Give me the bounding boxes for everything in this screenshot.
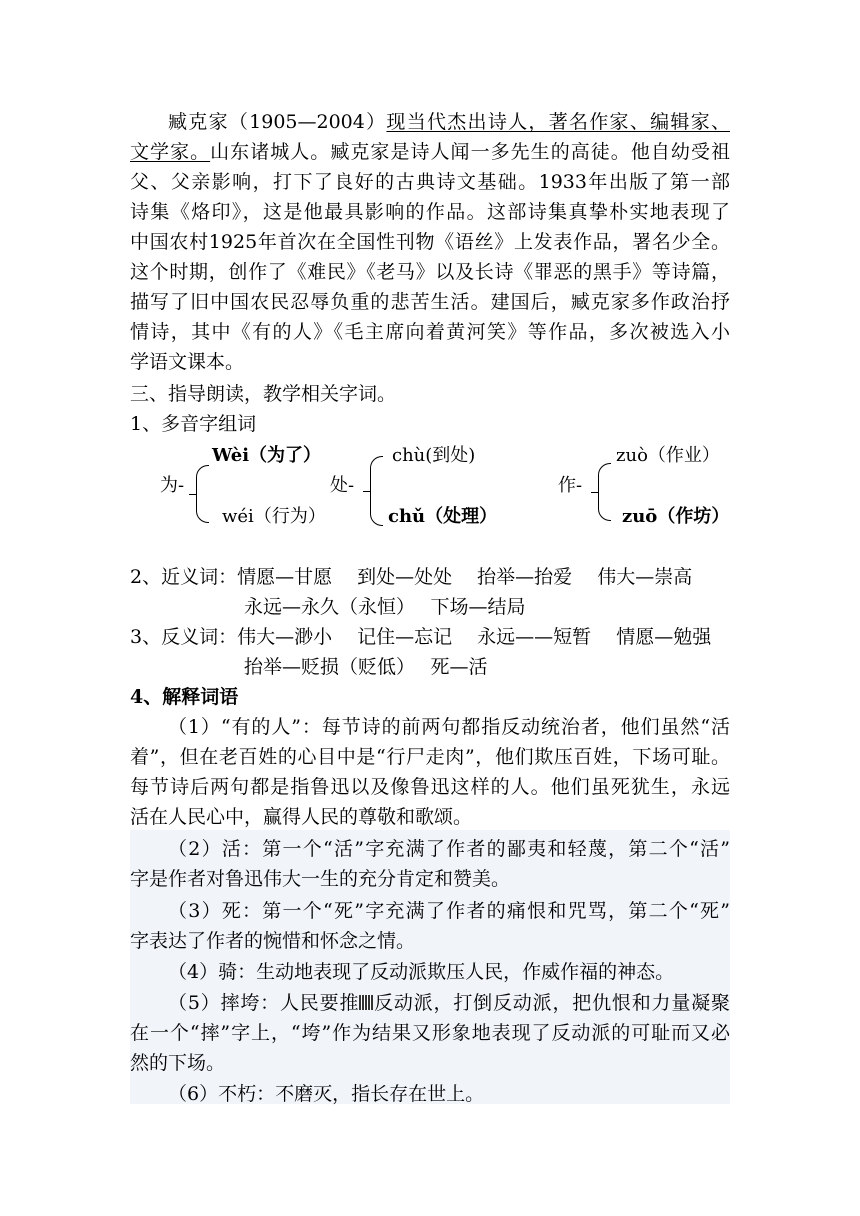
- chu-top-reading: chù(到处): [392, 445, 476, 466]
- intro-line-3: 父、父亲影响，打下了良好的古典诗文基础。1933年出版了第一部: [130, 171, 730, 193]
- chu-bottom-reading: chǔ（处理）: [388, 506, 498, 527]
- intro-line-2: 文学家。山东诸城人。臧克家是诗人闻一多先生的高徒。他自幼受祖: [130, 141, 730, 163]
- section-3-heading: 三、指导朗读，教学相关字词。: [130, 383, 397, 405]
- antonyms-label: 3、反义词：: [130, 626, 238, 648]
- wei-top-reading: Wèi（为了）: [212, 445, 322, 466]
- explain-5-line-3: 然的下场。: [130, 1052, 226, 1074]
- synonyms-row-1: 2、近义词：情愿—甘愿 到处—处处 抬举—抬爱 伟大—崇高: [130, 566, 693, 588]
- synonyms-label: 2、近义词：: [130, 566, 238, 588]
- explain-2-line-1: （2）活：第一个“活”字充满了作者的鄙夷和轻蔑，第二个“活”: [168, 838, 730, 860]
- zuo-bottom-reading: zuō（作坊）: [622, 506, 730, 527]
- explain-3-line-1: （3）死：第一个“死”字充满了作者的痛恨和咒骂，第二个“死”: [168, 900, 730, 922]
- explain-3-line-2: 字表达了作者的惋惜和怀念之情。: [130, 930, 416, 952]
- explain-1-line-3: 每节诗后两句都是指鲁迅以及像鲁迅这样的人。他们虽死犹生，永远: [130, 776, 730, 798]
- explain-1-line-2: 着”，但在老百姓的心目中是“行尸走肉”，他们欺压百姓，下场可耻。: [130, 746, 730, 768]
- polyphone-heading: 1、多音字组词: [130, 413, 257, 435]
- intro-line-4: 诗集《烙印》，这是他最具影响的作品。这部诗集真挚朴实地表现了: [130, 201, 730, 223]
- missing-glyph-icon: [359, 995, 373, 1010]
- wei-char: 为-: [160, 475, 185, 496]
- explain-4-line-1: （4）骑：生动地表现了反动派欺压人民，作威作福的神态。: [168, 961, 675, 983]
- explain-2-line-2: 字是作者对鲁迅伟大一生的充分肯定和赞美。: [130, 868, 511, 890]
- explain-6-line-1: （6）不朽：不磨灭，指长存在世上。: [168, 1083, 485, 1105]
- intro-line-5: 中国农村1925年首次在全国性刊物《语丝》上发表作品，署名少全。: [130, 231, 730, 253]
- wei-brace: [196, 465, 209, 523]
- explain-1-line-4: 活在人民心中，赢得人民的尊敬和歌颂。: [130, 806, 473, 828]
- chu-brace: [370, 456, 383, 526]
- zuo-char: 作-: [558, 475, 583, 496]
- intro-line-9: 学语文课本。: [130, 351, 245, 373]
- explain-5-line-1: （5）摔垮：人民要推 反动派，打倒反动派，把仇恨和力量凝聚: [168, 992, 730, 1014]
- intro-line-8: 情诗，其中《有的人》《毛主席向着黄河笑》等作品，多次被选入小: [130, 321, 730, 343]
- wei-bottom-reading: wéi（行为）: [222, 506, 326, 527]
- antonyms-row-2: 抬举—贬损（贬低） 死—活: [244, 656, 488, 678]
- explain-1-line-1: （1）“有的人”：每节诗的前两句都指反动统治者，他们虽然“活: [168, 716, 730, 738]
- intro-line-6: 这个时期，创作了《难民》《老马》以及长诗《罪恶的黑手》等诗篇，: [130, 261, 730, 283]
- explain-heading: 4、解释词语: [130, 686, 239, 708]
- zuo-top-reading: zuò（作业）: [616, 445, 720, 466]
- antonyms-row-1: 3、反义词：伟大—渺小 记住—忘记 永远——短暂 情愿—勉强: [130, 626, 712, 648]
- chu-char: 处-: [330, 475, 355, 496]
- intro-line-1: 臧克家（1905—2004）现当代杰出诗人，著名作家、编辑家、: [168, 111, 730, 133]
- synonyms-row-2: 永远—永久（永恒） 下场—结局: [244, 596, 526, 618]
- intro-line-7: 描写了旧中国农民忍辱负重的悲苦生活。建国后，臧克家多作政治抒: [130, 291, 730, 313]
- explain-5-line-2: 在一个“摔”字上，“垮”作为结果又形象地表现了反动派的可耻而又必: [130, 1022, 730, 1044]
- zuo-brace: [598, 463, 611, 521]
